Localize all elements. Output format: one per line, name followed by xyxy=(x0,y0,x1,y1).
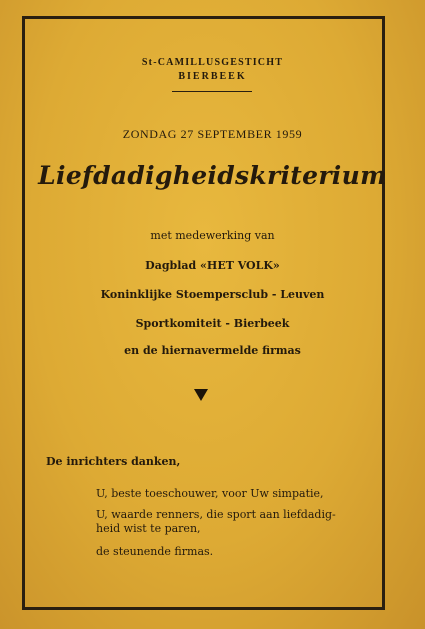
thanks-line: U, waarde renners, die sport aan liefdadig- xyxy=(96,508,336,521)
event-date: ZONDAG 27 SEPTEMBER 1959 xyxy=(122,127,303,141)
thanks-line: heid wist te paren, xyxy=(96,522,201,535)
down-triangle-icon xyxy=(194,389,208,401)
partner-committee: Sportkomiteit - Bierbeek xyxy=(135,317,290,330)
cooperation-intro: met medewerking van xyxy=(150,229,275,242)
thanks-line: de steunende firmas. xyxy=(96,545,214,558)
thanks-heading: De inrichters danken, xyxy=(46,455,181,468)
thanks-line: U, beste toeschouwer, voor Uw simpatie, xyxy=(96,487,324,500)
partner-newspaper: Dagblad «HET VOLK» xyxy=(145,259,280,272)
event-title: Liefdadigheidskriterium xyxy=(38,161,387,190)
partner-club: Koninklijke Stoempersclub - Leuven xyxy=(100,288,325,301)
organization-name: St-CAMILLUSGESTICHT xyxy=(141,57,284,68)
organization-location: BIERBEEK xyxy=(178,71,247,82)
header-divider xyxy=(172,91,252,92)
partner-firms: en de hiernavermelde firmas xyxy=(124,344,301,357)
